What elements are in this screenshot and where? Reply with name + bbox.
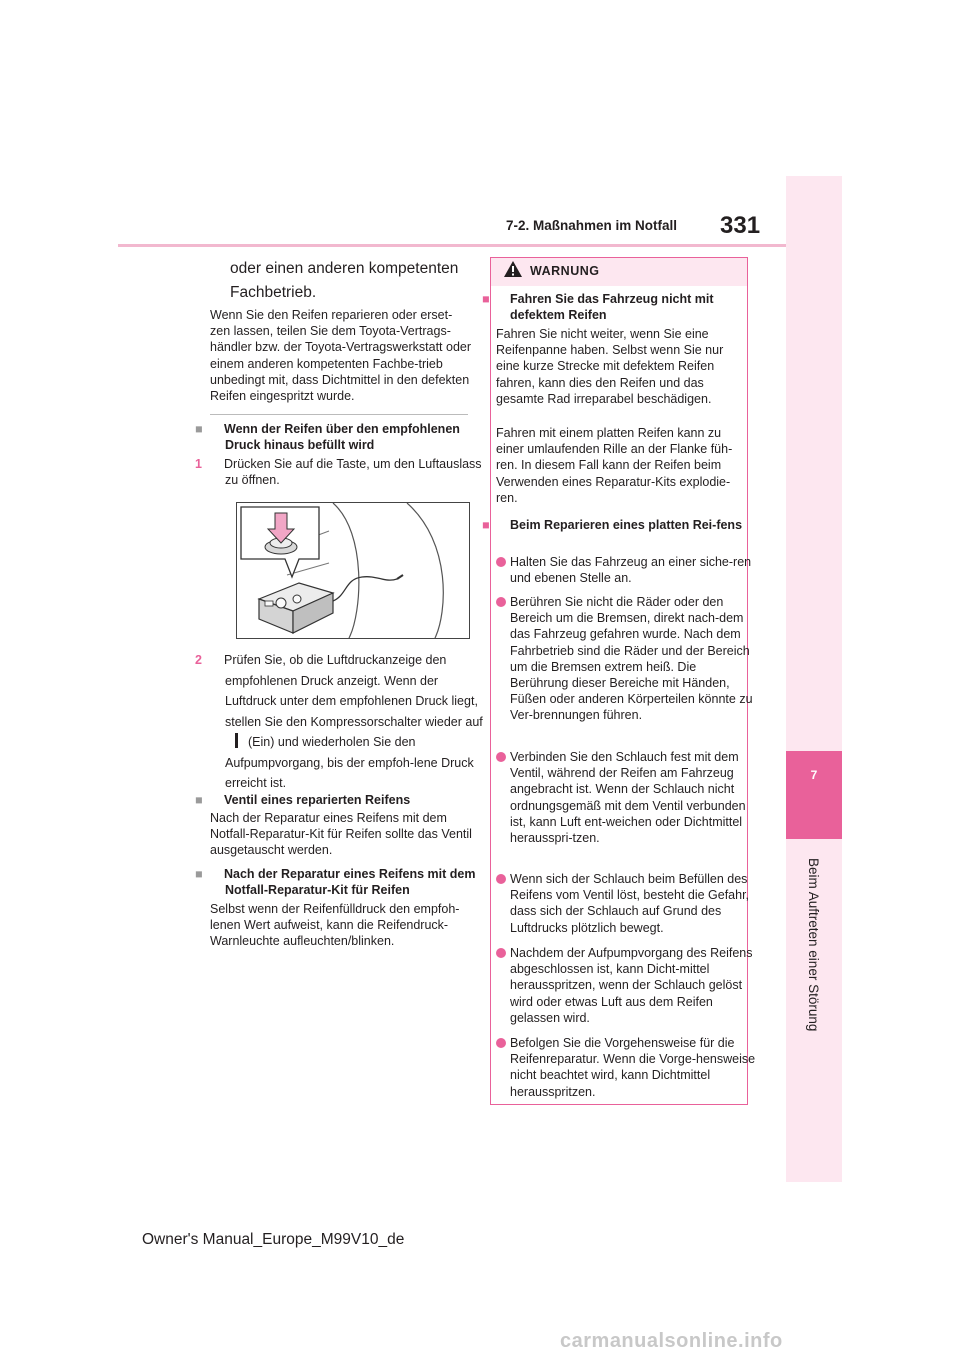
heading-after-repair bbox=[195, 866, 487, 898]
warning-heading-1-text: Fahren Sie das Fahrzeug nicht mit defektem Reifen bbox=[510, 292, 714, 323]
switch-on-icon bbox=[235, 733, 238, 748]
tire-repair-kit-illustration bbox=[236, 502, 470, 639]
warning-triangle-icon bbox=[503, 260, 523, 278]
warning-bullet-1 bbox=[496, 554, 758, 586]
warning-bullet-2 bbox=[496, 594, 758, 724]
page-number: 331 bbox=[720, 212, 761, 239]
warning-paragraph-1: Fahren Sie nicht weiter, wenn Sie eine Reifenpanne haben. Selbst wenn Sie nur eine kurze Strecke mit defektem Reifen fahren, kann dies den Reifen und das gesamte Rad irreparabel beschädigen. bbox=[496, 327, 724, 406]
heading-overinflated-text: Wenn der Reifen über den empfohlenen Druck hinaus befüllt wird bbox=[224, 422, 460, 453]
round-bullet-icon bbox=[496, 752, 506, 762]
footer-manual-id: Owner's Manual_Europe_M99V10_de bbox=[142, 1231, 405, 1248]
header-rule bbox=[118, 244, 786, 247]
heading-overinflated bbox=[195, 421, 487, 453]
round-bullet-icon bbox=[496, 557, 506, 567]
intro-continued-line2: Fachbetrieb. bbox=[230, 284, 317, 301]
heading-valve bbox=[195, 792, 487, 808]
warning-bullet-5-text: Nachdem der Aufpumpvorgang des Reifens abgeschlossen ist, kann Dicht-mittel herausspritzen, wenn der Schlauch gelöst wird oder etwas Luft aus dem Reifen gelassen wird. bbox=[510, 946, 753, 1025]
square-bullet-icon: ■ bbox=[195, 867, 203, 881]
watermark: carmanualsonline.info bbox=[560, 1330, 783, 1352]
round-bullet-icon bbox=[496, 597, 506, 607]
round-bullet-icon bbox=[496, 1038, 506, 1048]
step-1 bbox=[195, 456, 487, 488]
step-1-text: Drücken Sie auf die Taste, um den Luftauslass zu öffnen. bbox=[224, 457, 482, 488]
warning-heading-2 bbox=[482, 517, 758, 533]
step-2 bbox=[195, 650, 487, 794]
square-bullet-icon: ■ bbox=[195, 793, 203, 807]
chapter-number: 7 bbox=[810, 768, 818, 782]
warning-bullet-1-text: Halten Sie das Fahrzeug an einer siche-ren und ebenen Stelle an. bbox=[510, 555, 752, 586]
square-bullet-icon: ■ bbox=[482, 518, 490, 532]
intro-paragraph: Wenn Sie den Reifen reparieren oder erset-zen lassen, teilen Sie dem Toyota-Vertrags-händler bzw. der Toyota-Vertragswerkstatt oder einem anderen kompetenten Fachbe-trieb unbedingt mit, dass Dichtmittel in den defekten Reifen eingespritzt wurde. bbox=[210, 308, 472, 404]
step-2-number: 2 bbox=[195, 653, 202, 667]
warning-heading-2-text: Beim Reparieren eines platten Rei-fens bbox=[510, 518, 743, 532]
warning-bullet-5 bbox=[496, 945, 758, 1026]
warning-bullet-3 bbox=[496, 749, 758, 846]
compressor-release-button-drawing bbox=[237, 503, 469, 638]
intro-continued-line1: oder einen anderen kompetenten bbox=[230, 260, 459, 277]
step-2-text-a: Prüfen Sie, ob die Luftdruckanzeige den empfohlenen Druck anzeigt. Wenn der Luftdruck unter dem empfohlenen Druck liegt, stellen Sie den Kompressorschalter wieder auf bbox=[224, 653, 483, 729]
square-bullet-icon: ■ bbox=[195, 422, 203, 436]
warning-paragraph-2: Fahren mit einem platten Reifen kann zu einer umlaufenden Rille an der Flanke füh-ren. In diesem Fall kann der Reifen beim Verwenden eines Reparatur-Kits explodie-ren. bbox=[496, 426, 733, 505]
step-1-number: 1 bbox=[195, 457, 202, 471]
after-repair-paragraph: Selbst wenn der Reifenfülldruck den empfoh-lenen Wert aufweist, kann die Reifendruck-Warnleuchte aufleuchten/blinken. bbox=[210, 902, 460, 949]
section-divider bbox=[210, 414, 468, 415]
warning-title: WARNUNG bbox=[530, 264, 600, 278]
step-2-text-b: (Ein) und wiederholen Sie den Aufpumpvorgang, bis der empfoh-lene Druck erreicht ist. bbox=[225, 735, 474, 790]
heading-after-repair-text: Nach der Reparatur eines Reifens mit dem Notfall-Reparatur-Kit für Reifen bbox=[224, 867, 476, 898]
round-bullet-icon bbox=[496, 948, 506, 958]
valve-paragraph: Nach der Reparatur eines Reifens mit dem Notfall-Reparatur-Kit für Reifen sollte das Ventil ausgetauscht werden. bbox=[210, 811, 472, 858]
warning-heading-1 bbox=[482, 291, 758, 323]
round-bullet-icon bbox=[496, 874, 506, 884]
warning-bullet-4 bbox=[496, 871, 758, 936]
chapter-number-box bbox=[786, 751, 842, 839]
warning-bullet-6-text: Befolgen Sie die Vorgehensweise für die Reifenreparatur. Wenn die Vorge-hensweise nicht beachtet wird, kann Dichtmittel herausspritzen. bbox=[510, 1036, 756, 1099]
intro-continued bbox=[230, 257, 490, 305]
heading-valve-text: Ventil eines reparierten Reifens bbox=[224, 793, 411, 807]
warning-bullet-4-text: Wenn sich der Schlauch beim Befüllen des Reifens vom Ventil löst, besteht die Gefahr, dass sich der Schlauch auf Grund des Luftdrucks plötzlich bewegt. bbox=[510, 872, 750, 935]
section-title: 7-2. Maßnahmen im Notfall bbox=[506, 218, 678, 233]
warning-bullet-2-text: Berühren Sie nicht die Räder oder den Bereich um die Bremsen, direkt nach-dem das Fahrzeug gefahren wurde. Nach dem Fahrbetrieb sind die Räder und der Bereich um die Bremsen extrem heiß. Die Berührung dieser Bereiche mit Händen, Füßen oder anderen Körperteilen könnte zu Ver-brennungen führen. bbox=[510, 595, 753, 723]
warning-bullet-6 bbox=[496, 1035, 758, 1100]
warning-bullet-3-text: Verbinden Sie den Schlauch fest mit dem Ventil, während der Reifen am Fahrzeug angebracht ist. Wenn der Schlauch nicht ordnungsgemäß mit dem Ventil verbunden ist, kann Luft ent-weichen oder Dichtmittel herausspri-tzen. bbox=[510, 750, 746, 846]
square-bullet-icon: ■ bbox=[482, 292, 490, 306]
chapter-title: Beim Auftreten einer Störung bbox=[806, 858, 821, 1032]
